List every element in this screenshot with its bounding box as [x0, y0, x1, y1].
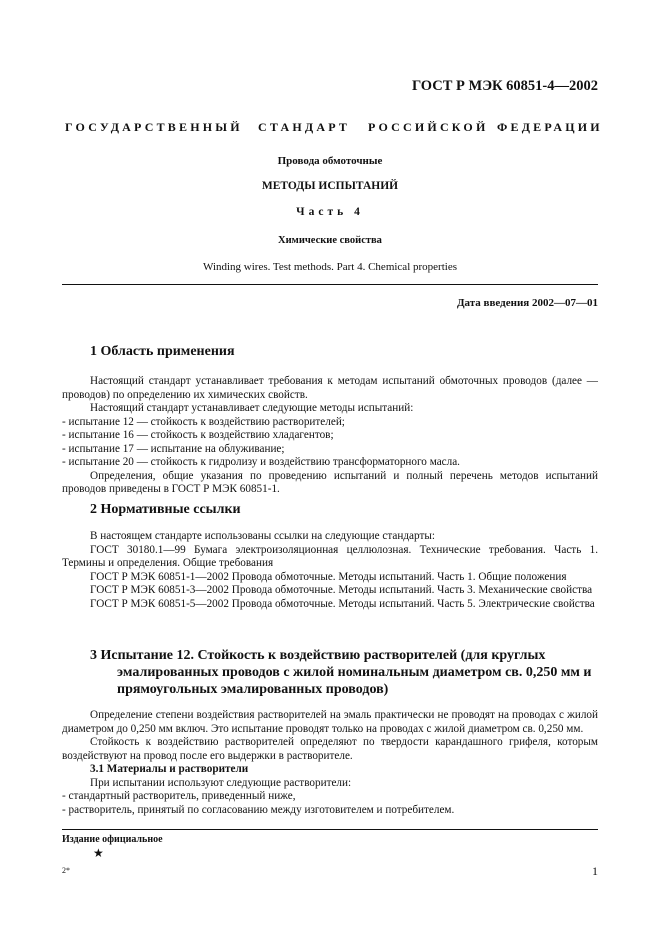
section-1-paragraph: Определения, общие указания по проведению испытаний и полный перечень методов испытаний проводов приведены в ГОСТ Р МЭК 60851-1. — [62, 469, 598, 495]
section-3-heading-line: 3 Испытание 12. Стойкость к воздействию растворителей (для круглых — [90, 648, 546, 663]
section-2-paragraph: В настоящем стандарте использованы ссылки на следующие стандарты: — [90, 530, 435, 542]
footer-divider — [62, 829, 598, 830]
federation-word-2: СТАНДАРТ — [258, 120, 351, 134]
effective-date: Дата введения 2002—07—01 — [456, 297, 598, 309]
section-1-list-item: - испытание 20 — стойкость к гидролизу и воздействию трансформаторного масла. — [62, 456, 460, 468]
section-3-list-item: - растворитель, принятый по согласованию между изготовителем и потребителем. — [62, 803, 455, 816]
title-part: Часть 4 — [296, 206, 364, 218]
section-3-body — [62, 709, 598, 817]
section-3-heading-line: прямоугольных эмалированных проводов) — [117, 682, 389, 697]
title-part-subject: Химические свойства — [278, 235, 382, 246]
section-1-paragraph: Настоящий стандарт устанавливает требования к методам испытаний обмоточных проводов (далее — проводов) по определению их химических свойств. — [62, 375, 598, 401]
section-2-body — [62, 530, 598, 611]
section-2-reference: ГОСТ Р МЭК 60851-3—2002 Провода обмоточные. Методы испытаний. Часть 3. Механические свойства — [90, 584, 593, 596]
edition-label: Издание официальное — [62, 834, 163, 845]
section-1-paragraph: Настоящий стандарт устанавливает следующие методы испытаний: — [90, 402, 414, 414]
federation-word-4: ФЕДЕРАЦИИ — [497, 120, 603, 134]
standard-code: ГОСТ Р МЭК 60851-4—2002 — [411, 78, 598, 94]
section-3-paragraph: Стойкость к воздействию растворителей определяют по твердости карандашного грифеля, которым воздействуют на провод после его выдержки в растворителе. — [62, 736, 598, 762]
federation-word-1: ГОСУДАРСТВЕННЫЙ — [65, 120, 243, 134]
section-3-paragraph: Определение степени воздействия растворителей на эмаль практически не проводят на проводах с жилой диаметром до 0,250 мм включ. Это испытание проводят только на проводах с жилой диаметром св. 0,250 мм. — [62, 709, 598, 735]
section-2-reference: ГОСТ 30180.1—99 Бумага электроизоляционная целлюлозная. Технические требования. Часть 1. Термины и определения. Общие требования — [62, 543, 598, 569]
section-2-heading: 2 Нормативные ссылки — [90, 502, 241, 517]
title-divider — [62, 284, 598, 285]
section-3-heading — [90, 647, 598, 698]
title-methods: МЕТОДЫ ИСПЫТАНИЙ — [261, 180, 399, 192]
page-number: 1 — [592, 864, 598, 878]
section-2-reference: ГОСТ Р МЭК 60851-5—2002 Провода обмоточные. Методы испытаний. Часть 5. Электрические свойства — [90, 597, 595, 610]
section-2-reference: ГОСТ Р МЭК 60851-1—2002 Провода обмоточные. Методы испытаний. Часть 1. Общие положения — [90, 570, 567, 583]
section-3-list-item: - стандартный растворитель, приведенный ниже, — [62, 790, 296, 802]
section-1-list-item: - испытание 16 — стойкость к воздействию хладагентов; — [62, 429, 334, 441]
section-1-list-item: - испытание 17 — испытание на облуживание; — [62, 442, 285, 455]
section-3-1-heading: 3.1 Материалы и растворители — [90, 763, 249, 775]
star-icon: ★ — [93, 846, 104, 860]
section-3-paragraph: При испытании используют следующие растворители: — [90, 776, 352, 789]
section-1-list-item: - испытание 12 — стойкость к воздействию растворителей; — [62, 415, 345, 428]
section-3-heading-line: эмалированных проводов с жилой номинальным диаметром св. 0,250 мм и — [117, 665, 592, 680]
federation-word-3: РОССИЙСКОЙ — [368, 120, 489, 134]
title-subject: Провода обмоточные — [277, 155, 383, 167]
section-1-body — [62, 375, 598, 497]
title-english: Winding wires. Test methods. Part 4. Chemical properties — [203, 261, 457, 273]
section-1-heading: 1 Область применения — [90, 344, 235, 359]
footer-mark: 2* — [62, 866, 70, 875]
